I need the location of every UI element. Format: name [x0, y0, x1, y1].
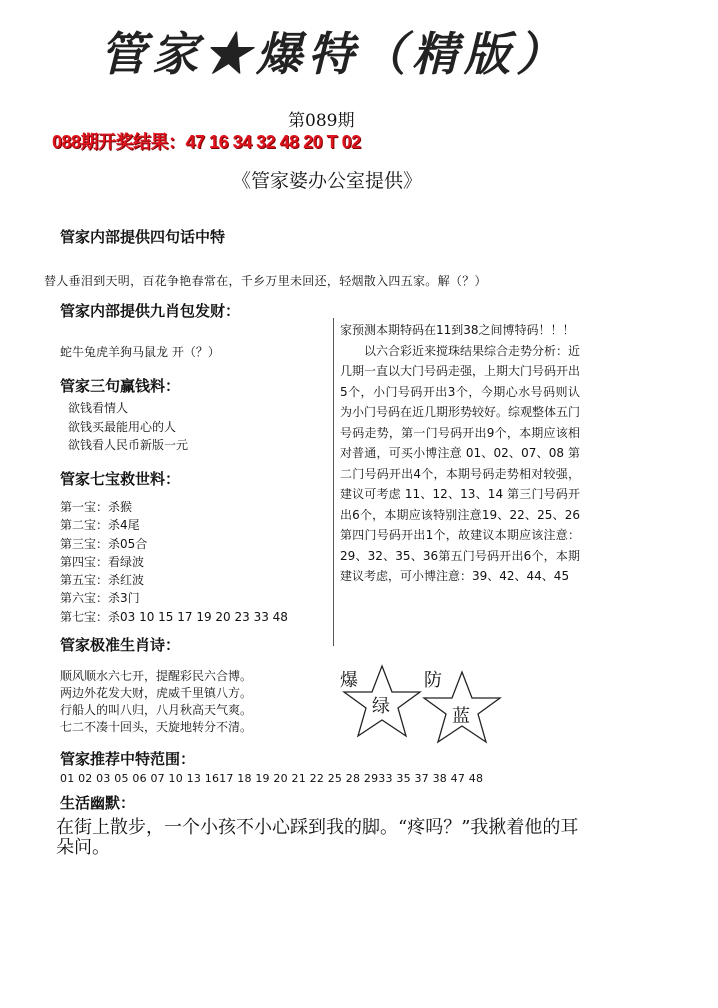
- nine-zodiac-text: 蛇牛兔虎羊狗马鼠龙 开（？）: [60, 345, 220, 359]
- zodiac-poem-lines: [60, 668, 252, 736]
- list-item: 欲钱看情人: [68, 401, 129, 415]
- issue-number: 第089期: [288, 111, 355, 131]
- three-lines-list: [68, 399, 188, 455]
- list-item: 第一宝：杀猴: [60, 500, 133, 514]
- fang-label: 防: [424, 670, 442, 691]
- list-item: 行船人的叫八归，八月秋高天气爽。: [60, 703, 253, 717]
- list-item: 欲钱看人民币新版一元: [68, 438, 189, 452]
- list-item: 第三宝：杀05合: [60, 536, 148, 551]
- zodiac-poem-heading: 管家极准生肖诗：: [60, 636, 181, 654]
- humor-heading: 生活幽默：: [60, 794, 136, 812]
- list-item: 第五宝：杀红波: [60, 573, 145, 588]
- seven-treasures-heading: 管家七宝救世料：: [60, 470, 181, 488]
- list-item: 第七宝：杀03 10 15 17 19 20 23 33 48: [60, 609, 288, 624]
- analysis-body: 以六合彩近来搅珠结果综合走势分析：近几期一直以大门号码走强，上期大门号码开出5个，小门号码开出3个，今期心水号码则认为小门号码在近几期形势较好。综观整体五门号码走势，第一门号码开出9个，本期应该相对普通，可买小博注意 01、02、07、08 第二门号码开出4个，本期号码走势相对较强，建议可考虑 11、12、13、14 第三门号码开出6个，本期应该特别注意19、22、25、26 第四门号码开出1个，故建议本期应该注意：29、32、35、36第五门号码开出6个，本期建议考虑，可小博注意：39、42、44、45: [340, 343, 581, 583]
- four-lines-poem: 替人垂泪到天明，百花争艳春常在，千乡万里未回还，轻烟散入四五家。解（？）: [44, 274, 487, 288]
- analysis-intro: 家预测本期特码在11到38之间博特码！！！: [340, 323, 575, 337]
- color-stars: [336, 658, 516, 748]
- green-label: 绿: [372, 696, 390, 717]
- list-item: 第四宝：看绿波: [60, 554, 145, 569]
- nine-zodiac-heading: 管家内部提供九肖包发财：: [60, 302, 241, 320]
- list-item: 七二不凑十回头，天旋地转分不清。: [60, 720, 253, 734]
- list-item: 第六宝：杀3门: [60, 591, 140, 606]
- seven-treasures-list: [60, 498, 288, 626]
- range-heading: 管家推荐中特范围：: [60, 750, 196, 768]
- analysis-box: [340, 320, 580, 587]
- humor-text: 在街上散步，一个小孩不小心踩到我的脚。“疼吗？”我揪着他的耳朵问。: [56, 817, 579, 858]
- draw-result: 088期开奖结果：47 16 34 32 48 20 T 02: [52, 132, 361, 152]
- column-divider: [333, 318, 334, 646]
- four-lines-heading: 管家内部提供四句话中特: [60, 228, 226, 246]
- page-title: 管家★爆特（精版）: [100, 27, 568, 81]
- range-numbers: 01 02 03 05 06 07 10 13 1617 18 19 20 21 22 25 28 2933 35 37 38 47 48: [60, 772, 484, 785]
- bao-label: 爆: [340, 670, 358, 691]
- office-credit: 《管家婆办公室提供》: [232, 170, 423, 192]
- three-lines-heading: 管家三句赢钱料：: [60, 377, 181, 395]
- list-item: 欲钱买最能用心的人: [68, 419, 177, 434]
- list-item: 第二宝：杀4尾: [60, 518, 140, 533]
- list-item: 顺风顺水六七开，提醒彩民六合博。: [60, 669, 253, 683]
- list-item: 两边外花发大财，虎威千里镇八方。: [60, 686, 253, 700]
- blue-label: 蓝: [452, 706, 470, 727]
